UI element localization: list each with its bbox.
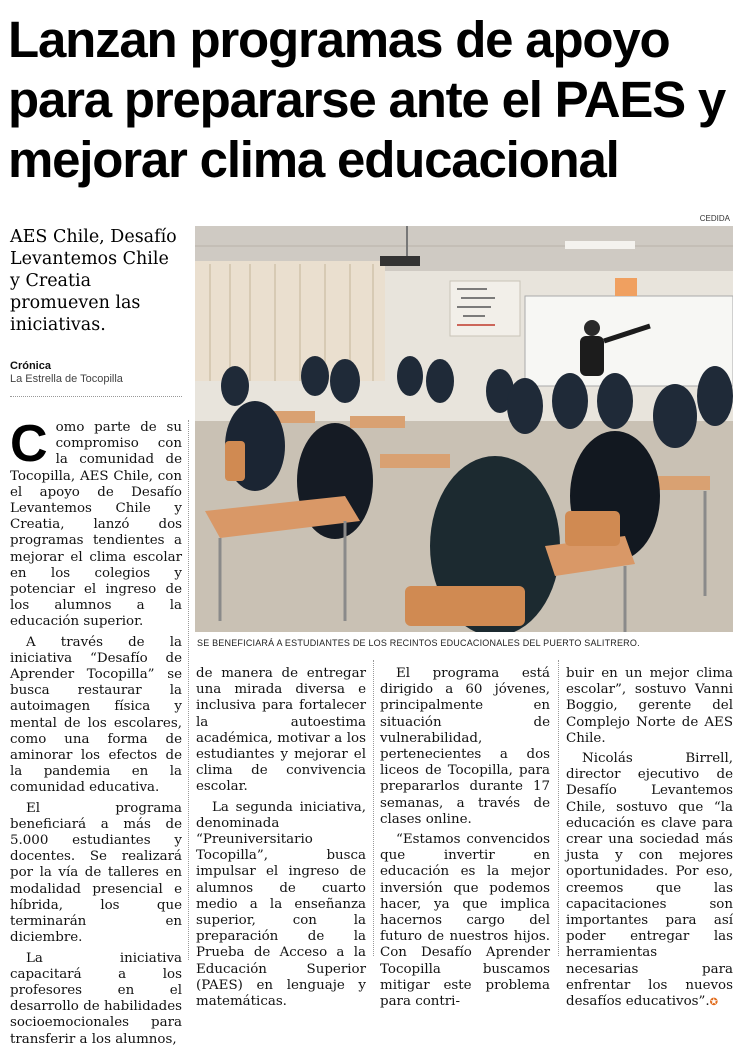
body-column-4: [566, 666, 733, 1011]
body-column-2: [196, 666, 366, 1010]
paragraph: buir en un mejor clima escolar”, sostuvo Vanni Boggio, gerente del Complejo Norte de AES Chile.: [566, 666, 733, 746]
divider: [10, 396, 182, 397]
section-label: Crónica: [10, 360, 51, 372]
paragraph: La segunda iniciativa, denominada “Preuniversitario Tocopilla”, busca impulsar el ingreso de alumnos de cuarto medio a la enseñanza superior, con la preparación de la Prueba de Acceso a la Educación Superior (PAES) en lenguaje y matemáticas.: [196, 799, 366, 1010]
column-rule: [558, 660, 559, 956]
end-mark-icon: ✪: [709, 997, 719, 1009]
photo-credit: CEDIDA: [699, 214, 730, 223]
paragraph: Como parte de su compromiso con la comunidad de Tocopilla, AES Chile, con el apoyo de Desafío Levantemos Chile y Creatia, lanzó dos programas tendientes a mejorar el clima escolar en los colegios y potenciar el ingreso de los alumnos a la educación superior.: [10, 415, 182, 630]
body-column-1: [10, 415, 182, 1048]
classroom-photo: [195, 226, 733, 632]
body-column-3: [380, 666, 550, 1010]
paragraph: El programa está dirigido a 60 jóvenes, principalmente en situación de vulnerabilidad, pertenecientes a dos liceos de Tocopilla, para prepararlos durante 17 semanas, a través de clases online.: [380, 666, 550, 827]
article-subhead: AES Chile, Desafío Levantemos Chile y Creatia promueven las iniciativas.: [10, 227, 177, 335]
paragraph: A través de la iniciativa “Desafío de Aprender Tocopilla” se busca restaurar la autoimagen física y mental de los escolares, como una forma de aminorar los efectos de la pandemia en la comunidad educativa.: [10, 634, 182, 796]
drop-cap: C: [10, 415, 48, 473]
paragraph: “Estamos convencidos que invertir en educación es la mejor inversión que podemos hacer, ya que implica hacernos cargo del futuro de nuestros hijos. Con Desafío Aprender Tocopilla buscamos mitigar este problema para contri-: [380, 832, 550, 1010]
photo-caption: SE BENEFICIARÁ A ESTUDIANTES DE LOS RECINTOS EDUCACIONALES DEL PUERTO SALITRERO.: [197, 638, 640, 648]
paragraph: El programa beneficiará a más de 5.000 estudiantes y docentes. Se realizará por la vía de talleres en modalidad presencial e híbrida, los que terminarán en diciembre.: [10, 800, 182, 946]
column-rule: [373, 660, 374, 956]
paragraph: La iniciativa capacitará a los profesores en el desarrollo de habilidades socioemocionales para transferir a los alumnos,: [10, 950, 182, 1047]
column-rule: [188, 420, 189, 960]
paragraph: Nicolás Birrell, director ejecutivo de Desafío Levantemos Chile, sostuvo que “la educación es clave para crear una sociedad más justa y con mejores oportunidades. Por eso, creemos que las capacitaciones son importantes para así poder entregar las herramientas necesarias para enfrentar los nuevos desafíos educativos”.✪: [566, 751, 733, 1010]
paragraph: de manera de entregar una mirada diversa e inclusiva para fortalecer la autoestima académica, motivar a los estudiantes y mejorar el clima de convivencia escolar.: [196, 666, 366, 795]
source-label: La Estrella de Tocopilla: [10, 373, 123, 385]
article-headline: Lanzan programas de apoyo para prepararse ante el PAES y mejorar clima educacional: [8, 11, 726, 188]
